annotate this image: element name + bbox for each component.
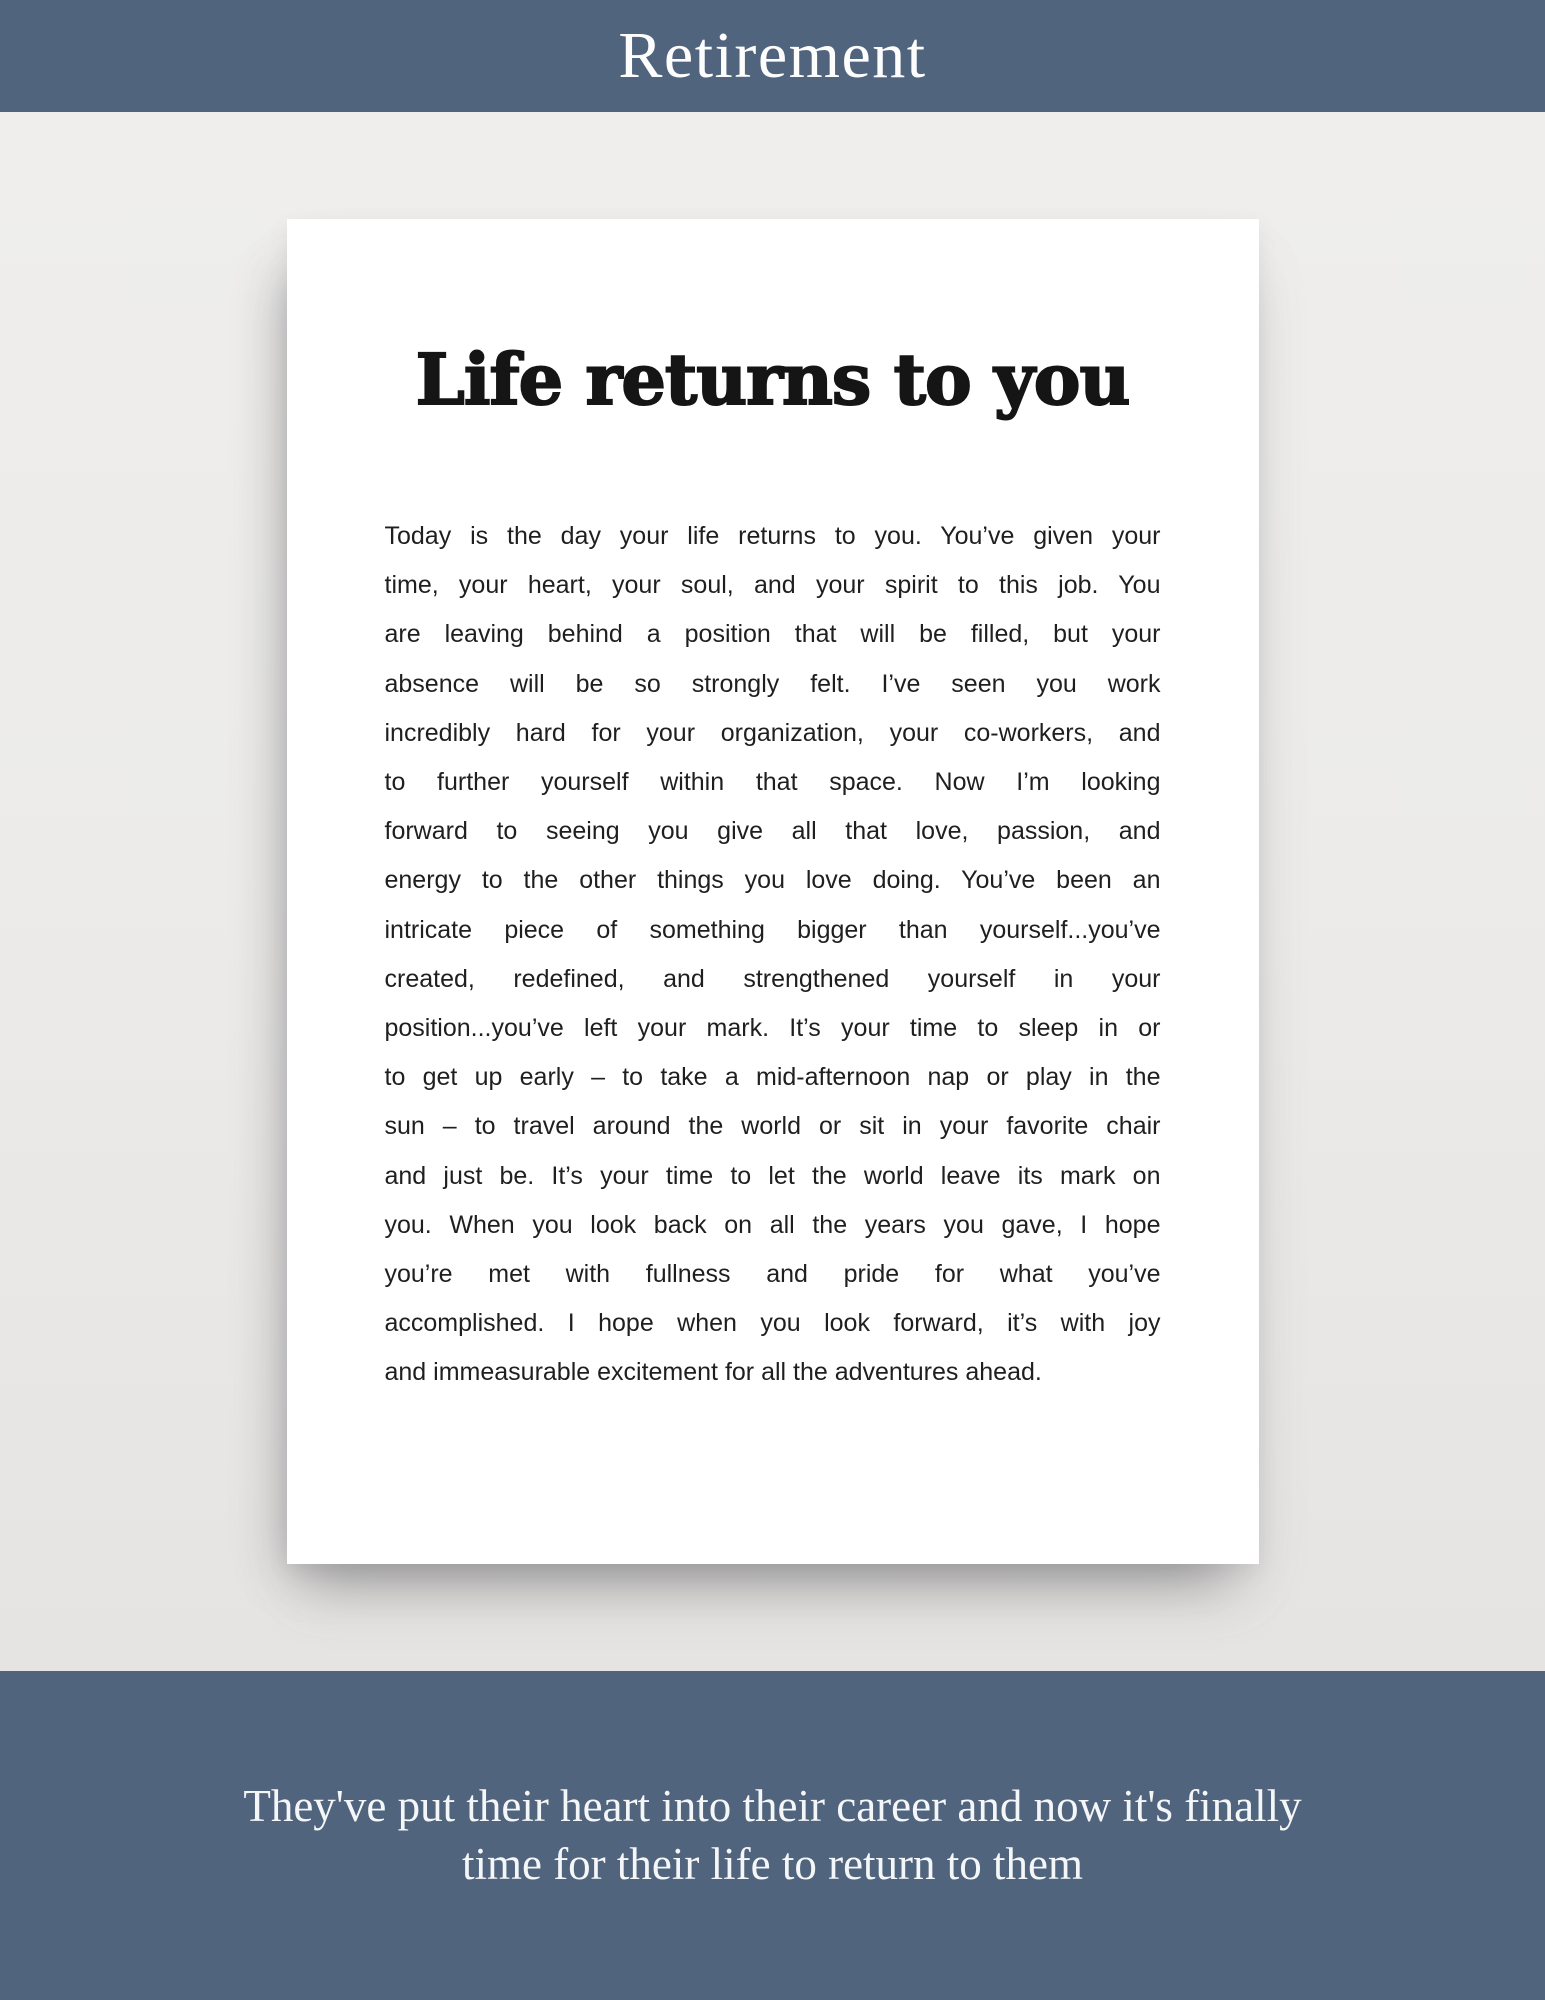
body-line: intricate piece of something bigger than yourself...you’ve — [384, 915, 1161, 944]
body-line: time, your heart, your soul, and your spirit to this job. You — [384, 571, 1161, 600]
body-line: energy to the other things you love doing. You’ve been an — [384, 866, 1161, 895]
body-line: are leaving behind a position that will be filled, but your — [384, 620, 1161, 649]
poster-backdrop — [0, 112, 1545, 1671]
bottom-banner — [0, 1671, 1545, 2000]
poster-body-text — [385, 512, 1161, 1398]
top-banner — [0, 0, 1545, 112]
body-line: position...you’ve left your mark. It’s your time to sleep in or — [384, 1014, 1161, 1043]
body-line: to further yourself within that space. Now I’m looking — [384, 768, 1161, 797]
body-line: and just be. It’s your time to let the world leave its mark on — [384, 1161, 1161, 1190]
body-line: absence will be so strongly felt. I’ve seen you work — [384, 669, 1161, 698]
body-line: you’re met with fullness and pride for what you’ve — [384, 1260, 1161, 1289]
top-banner-title: Retirement — [618, 19, 927, 92]
body-line: created, redefined, and strengthened yourself in your — [384, 964, 1161, 993]
bottom-caption-line-2: time for their life to return to them — [461, 1838, 1084, 1889]
bottom-caption-line-1: They've put their heart into their career and now it's finally — [243, 1780, 1302, 1831]
body-line: you. When you look back on all the years you gave, I hope — [384, 1210, 1161, 1239]
body-line: to get up early – to take a mid-afternoon nap or play in the — [384, 1063, 1161, 1092]
body-line: accomplished. I hope when you look forward, it’s with joy — [384, 1309, 1161, 1338]
body-line: sun – to travel around the world or sit in your favorite chair — [384, 1112, 1161, 1141]
poster-card — [287, 219, 1259, 1564]
body-line: forward to seeing you give all that love, passion, and — [384, 817, 1161, 846]
body-line: and immeasurable excitement for all the adventures ahead. — [384, 1358, 1042, 1387]
body-line: incredibly hard for your organization, your co-workers, and — [384, 718, 1161, 747]
poster-heading: Life returns to you — [415, 338, 1130, 421]
body-line: Today is the day your life returns to you. You’ve given your — [384, 522, 1161, 550]
